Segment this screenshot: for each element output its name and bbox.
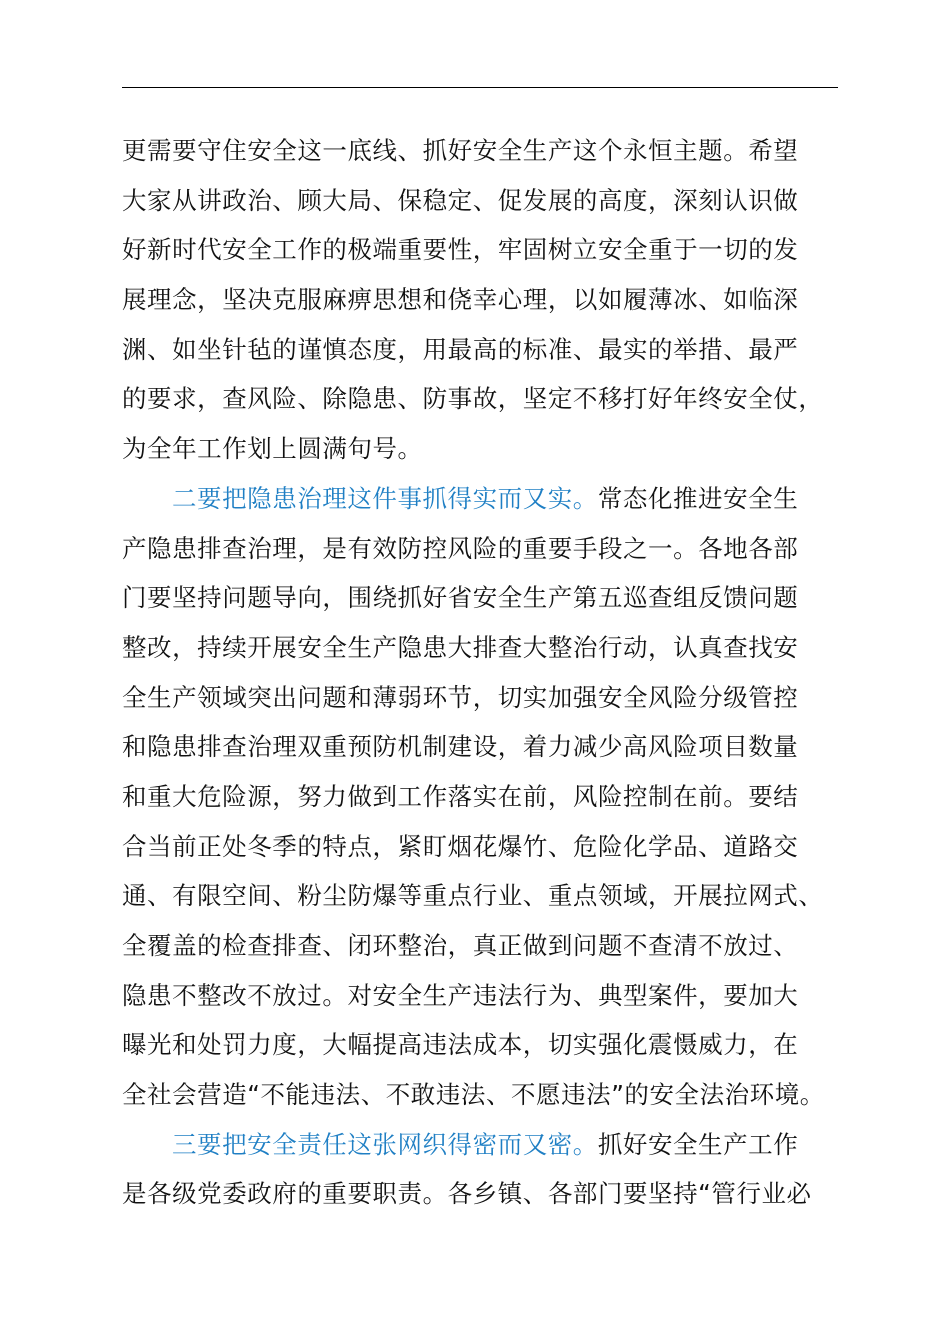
text-line: 更需要守住安全这一底线、抓好安全生产这个永恒主题。希望 — [122, 136, 799, 165]
text-line: 通、有限空间、粉尘防爆等重点行业、重点领域，开展拉网式、 — [122, 881, 824, 911]
text-line: 全社会营造“不能违法、不敢违法、不愿违法”的安全法治环境。 — [122, 1080, 825, 1110]
text-line: 的要求，查风险、除隐患、防事故，坚定不移打好年终安全仗， — [122, 384, 824, 414]
document-body — [122, 126, 882, 1219]
header-rule — [122, 87, 838, 88]
text-line: 曝光和处罚力度，大幅提高违法成本，切实强化震慑威力，在 — [122, 1030, 799, 1060]
text-run: 抓好安全生产工作 — [597, 1129, 799, 1159]
section-heading: 二要把隐患治理这件事抓得实而又实。 — [172, 483, 598, 513]
text-line: 大家从讲政治、顾大局、保稳定、促发展的高度，深刻认识做 — [122, 185, 799, 215]
text-line: 整改，持续开展安全生产隐患大排查大整治行动，认真查找安 — [122, 632, 799, 662]
text-line: 合当前正处冬季的特点，紧盯烟花爆竹、危险化学品、道路交 — [122, 831, 799, 861]
text-line: 渊、如坐针毡的谨慎态度，用最高的标准、最实的举措、最严 — [122, 334, 799, 364]
text-line: 产隐患排查治理，是有效防控风险的重要手段之一。各地各部 — [122, 533, 799, 563]
text-line: 隐患不整改不放过。对安全生产违法行为、典型案件，要加大 — [122, 980, 799, 1010]
text-line: 好新时代安全工作的极端重要性，牢固树立安全重于一切的发 — [122, 235, 799, 265]
text-line: 为全年工作划上圆满句号。 — [122, 434, 423, 464]
text-line: 和重大危险源，努力做到工作落实在前，风险控制在前。要结 — [122, 781, 799, 811]
section-heading: 三要把安全责任这张网织得密而又密。 — [172, 1129, 598, 1159]
paragraph-1 — [122, 126, 882, 474]
text-line: 全覆盖的检查排查、闭环整治，真正做到问题不查清不放过、 — [122, 931, 799, 960]
paragraph-2 — [122, 474, 882, 1120]
text-line: 是各级党委政府的重要职责。各乡镇、各部门要坚持“管行业必 — [122, 1179, 812, 1209]
text-line: 门要坚持问题导向，围绕抓好省安全生产第五巡查组反馈问题 — [122, 583, 799, 613]
text-line: 全生产领域突出问题和薄弱环节，切实加强安全风险分级管控 — [122, 682, 799, 712]
paragraph-3 — [122, 1120, 882, 1219]
text-line: 和隐患排查治理双重预防机制建设，着力减少高风险项目数量 — [122, 732, 799, 762]
text-line: 展理念，坚决克服麻痹思想和侥幸心理，以如履薄冰、如临深 — [122, 285, 799, 315]
paragraph-first-line — [122, 1120, 882, 1170]
paragraph-first-line — [122, 474, 882, 524]
text-run: 常态化推进安全生 — [597, 483, 799, 513]
